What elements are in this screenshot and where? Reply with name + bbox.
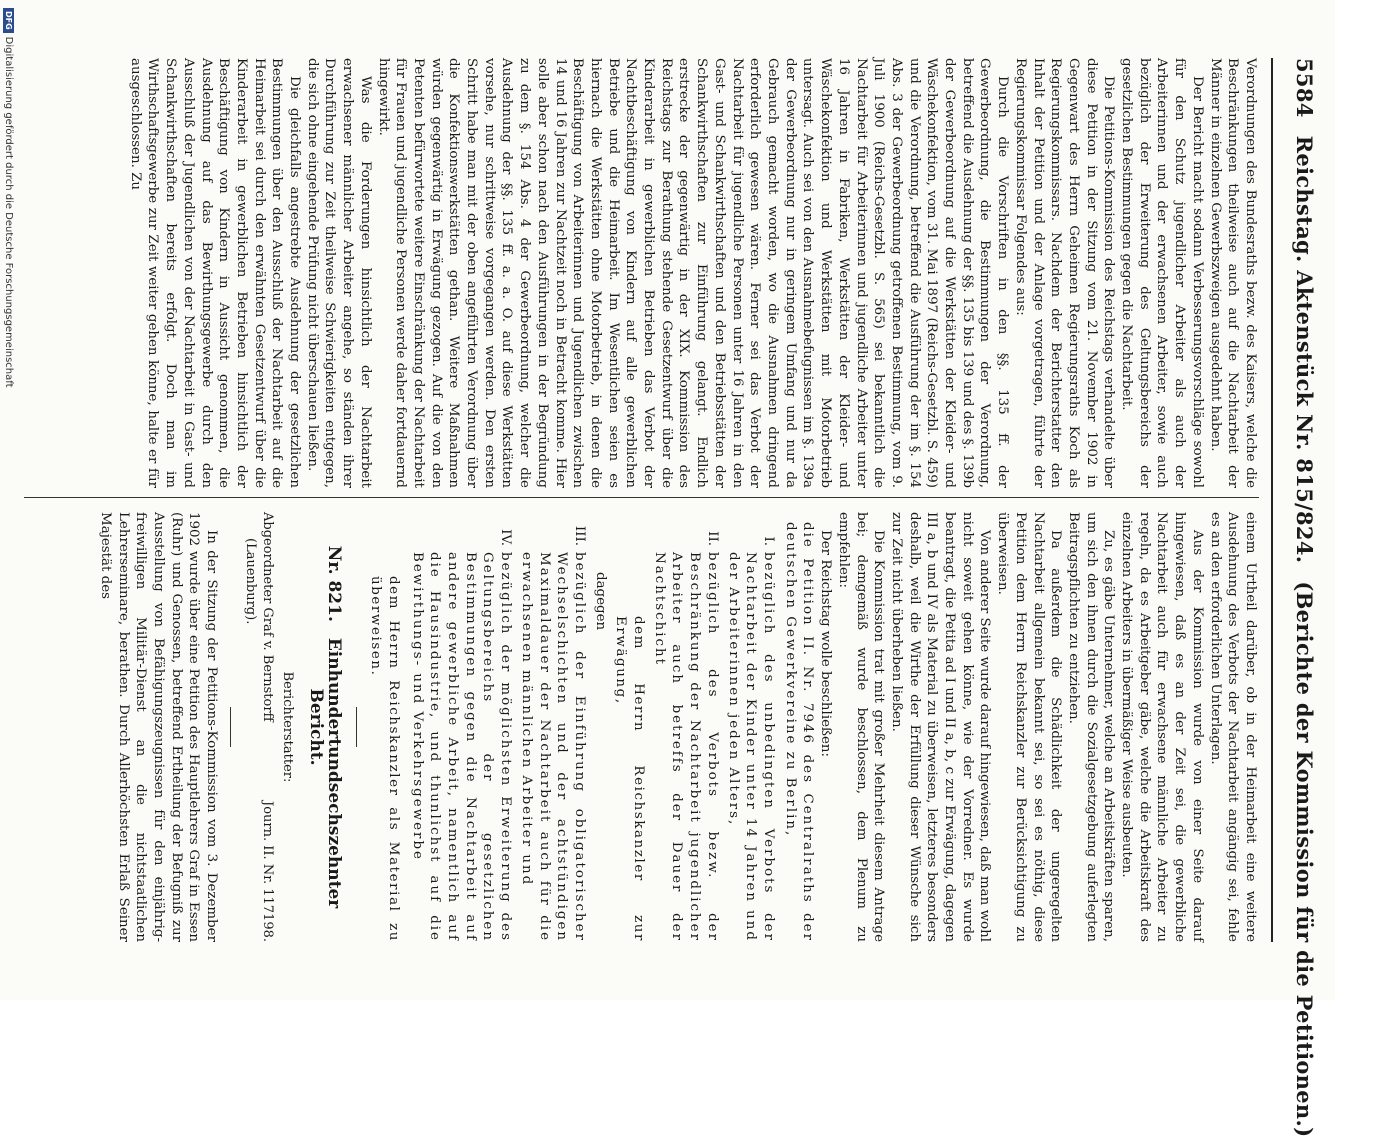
reporter-label: Berichterstatter: [280,671,296,783]
list-item [591,522,609,942]
right-column [96,512,1259,942]
paragraph: Verordnungen des Bundesraths bezw. des Kaisers, welche die Beschränkungen theilweise auch auf die Nachtarbeit der Männer in einzelnen Gewerbszweigen ausgedehnt haben. [1207,58,1258,488]
paragraph: Zu, es gäbe Unternehmer, welche an Arbeitskräften sparen, um sich den ihnen durch die Sozialgesetzgebung auferlegten Beitragspflichten zu entziehen. [1065,512,1117,942]
item-text: bezüglich des unbedingten Verbots der Nachtarbeit der Kinder unter 14 Jahren und der Arbeiterinnen jeden Alters, [725,552,777,942]
paragraph: Da außerdem die Schädlichkeit der ungeregelten Nachtarbeit allgemein bekannt sei, so sei es nöthig, diese Petition dem Herrn Reichskanzler zur Berücksichtigung zu überweisen. [995,512,1064,942]
reporter-place: (Lauenburg). [242,538,258,625]
paragraph: Was die Forderungen hinsichtlich der Nachtarbeit erwachsener männlicher Arbeiter angehe, so ständen ihrer Durchführung zur Zeit theilweise Schwierigkeiten entgegen, die sich ohne eingehende Prüfung nicht überschauen ließen. [304,58,373,488]
item-number [612,522,647,546]
paragraph: Der Bericht macht sodann Verbesserungsvorschläge sowohl für den Schutz jugendlicher Arbeiter als auch der Arbeiterinnen und der erwachsenen Arbeiter, sowie auch bezüglich der Erweiterung des Geltungsbereichs der gesetzlichen Bestimmungen gegen die Nachtarbeit. [1119,58,1205,488]
resolution-closing: dem Herrn Reichskanzler als Material zu überweisen. [368,576,401,942]
list-item [612,522,647,942]
resolution-petition: die Petition II. Nr. 7946 des Centralraths der deutschen Gewerkvereine zu Berlin, [782,522,816,942]
page-number: 5584 [1292,58,1317,118]
reporter-name: Abgeordneter Graf v. Bernstorff [260,512,276,722]
list-item [517,522,588,942]
item-number: IV. [498,529,514,546]
dfg-logo: DFG [4,8,15,33]
footer-credit [1,0,17,1008]
report-number: Nr. 821. [323,545,344,622]
paragraph: In der Sitzung der Petitions-Kommission vom 3. Dezember 1902 wurde über eine Petition des Hauptlehrers Graf in Essen (Ruhr) und Genossen, betreffend Ertheilung der Befugniß zur Ausstellung von Befähigungszeugnissen für den einjährig-freiwilligen Militär-Dienst an die nichtstaatlichen Lehrerseminare, berathen. Durch Allerhöchsten Erlaß Seiner Majestät des [97,512,220,942]
page-title: Reichstag. Aktenstück Nr. 815/824. [1292,135,1317,564]
paragraph: Die gleichfalls angestrebte Ausdehnung der gesetzlichen Bestimmungen über den Ausschluß der Nachtarbeit auf die Heimarbeit sei durch den erwähnten Gesetzentwurf über die Kinderarbeit in gewerblichen Betrieben hinsichtlich der Beschäftigung von Kindern in Aussicht genommen, die Ausdehnung auf das Bewirthungsgewerbe durch den Ausschluß der Jugendlichen von der Nachtarbeit in Gast- und Schankwirthschaften bereits erfolgt. Doch man im Wirthschaftsgewerbe zur Zeit weiter gehen könne, halte er für ausgeschlossen. Zu [127,58,303,488]
item-text: bezüglich der Einführung obligatorischer Wechselschichten und der achtstündigen Maximaldauer der Nachtarbeit auch für die erwachsenen männlichen Arbeiter und [518,552,587,942]
resolution-list [408,512,777,942]
section-context: (Berichte der Kommission für die Petitionen.) [1292,581,1317,1137]
reporter-line [259,512,277,942]
page-header [1273,58,1317,1137]
paragraph: Durch die Vorschriften in den §§. 135 ff. der Gewerbeordnung, die Bestimmungen der Verordnung, betreffend die Ausdehnung der §§. 135 bis 139 und des §. 139b der Gewerbeordnung auf die Werkstätten der Kleider- und Wäschekonfektion, vom 31. Mai 1897 (Reichs-Gesetzbl. S. 459) und die Verordnung, betreffend die Ausführung der im §. 154 Abs. 3 der Gewerbeordnung getroffenen Bestimmung, vom 9. Juli 1900 (Reichs-Gesetzbl. S. 565) sei bekanntlich die Nachtarbeit für Arbeiterinnen und jugendliche Arbeiter unter 16 Jahren in Fabriken, Werkstätten der Kleider- und Wäschekonfektion und Werkstätten mit Motorbetrieb untersagt. Auch sei von den Ausnahmebefugnissen im §. 139a der Gewerbeordnung nur in geringem Umfang und nur da Gebrauch gemacht worden, wo die Ausnahmen dringend erforderlich gewesen wären. Ferner sei das Verbot der Nachtarbeit für jugendliche Personen unter 16 Jahren in den Gast- und Schankwirthschaften und den Betriebsstätten der Schankwirthschaften zur Einführung gelangt. Endlich erstrecke der gegenwärtig in der XIX. Kommission des Reichstags zur Berathung stehende Gesetzentwurf über die Kinderarbeit in gewerblichen Betrieben das Verbot der Nachtbeschäftigung von Kindern auf alle gewerblichen Betriebe und die Heimarbeit. Im Wesentlichen seien es hiernach die Werkstätten ohne Motorbetrieb, in denen die Beschäftigung von Arbeiterinnen und Jugendlichen zwischen 14 und 16 Jahren zur Nachtzeit noch in Betracht komme. Hier solle aber schon nach den Ausführungen in der Begründung zu dem §. 154 Abs. 4 der Gewerbeordnung, welcher die Ausdehnung der §§. 135 ff. a. a. O. auf diese Werkstätten vorsehe, nur schrittweise vorgegangen werden. Den ersten Schritt habe man mit der oben angeführten Verordnung über die Konfektionswerkstätten gethan. Weitere Maßnahmen würden gegenwärtig in Erwägung gezogen. Auf die von den Petenten befürwortete weitere Einschränkung der Nachtarbeit für Frauen und jugendliche Personen werde daher fortdauernd hingewirkt. [375,58,1011,488]
item-text: bezüglich des Verbots bezw. der Beschränkung der Nachtarbeit jugendlicher Arbeiter auch betreffs der Dauer der Nachtschicht [651,552,720,942]
left-column [126,58,1259,488]
list-item [724,522,777,942]
footer-text: Digitalisierung gefördert durch die Deutsche Forschungsgemeinschaft [3,36,15,388]
paragraph: einem Urtheil darüber, ob in der Heimarbeit eine weitere Ausdehnung des Verbots der Nachtarbeit angängig sei, fehle es an den erforderlichen Unterlagen. [1207,512,1258,942]
list-item [650,522,721,942]
paragraph: Von anderer Seite wurde darauf hingewiesen, daß man wohl nicht soweit gehen könne, wie der Vorredner. Es wurde beantragt, die Petita ad I und II a, b, c zur Erwägung, dagegen III a, b und IV als Material zu überweisen, letzteres besonders deshalb, weil die Wirthe der Erfüllung dieser Wünsche sich zur Zeit nicht überheben ließen. [888,512,993,942]
item-number: I. [761,536,777,546]
separator-rule [356,707,357,747]
report-heading [305,512,344,942]
item-text: dagegen [592,572,608,631]
item-text: bezüglich der möglichsten Erweiterung des Geltungsbereichs der gesetzlichen Bestimmungen gegen die Nachtarbeit auf andere gewerbliche Arbeit, namentlich auf die Hausindustrie, und thunlichst auf die Bewirthungs- und Verkehrsgewerbe [409,552,514,942]
resolution-intro: Der Reichstag wolle beschließen: [818,530,834,758]
paragraph: Aus der Kommission wurde von einer Seite darauf hingewiesen, daß es an der Zeit sei, die gewerbliche Nachtarbeit auch für erwachsene männliche Arbeiter zu regeln, da es Arbeitgeber gäbe, welche die Arbeitskraft des einzelnen Arbeiters in übermäßiger Weise ausbeuten. [1119,512,1205,942]
list-item [408,522,514,942]
header-rule [1271,58,1273,942]
report-title: Einhundertundsechszehnter Bericht. [305,637,344,909]
separator-rule [230,707,231,747]
item-text: dem Herrn Reichskanzler zur Erwägung, [613,616,647,942]
item-number: III. [571,525,587,546]
paragraph: Die Petitions-Kommission des Reichstags verhandelte über diese Petition in der Sitzung vom 21. November 1902 in Gegenwart des Herrn Geheimen Regierungsraths Koch als Regierungskommissars. Nachdem der Berichterstatter den Inhalt der Petition und der Anlage vorgetragen, führte der Regierungskommissar Folgendes aus: [1012,58,1117,488]
paragraph: Die Kommission trat mit großer Mehrheit diesem Antrage bei; demgemäß wurde beschlossen, dem Plenum zu empfehlen: [835,512,887,942]
item-number: II. [704,531,720,546]
journal-reference: Journ. II. Nr. 117198. [260,801,276,942]
item-number [591,522,609,546]
column-divider [24,497,1259,498]
